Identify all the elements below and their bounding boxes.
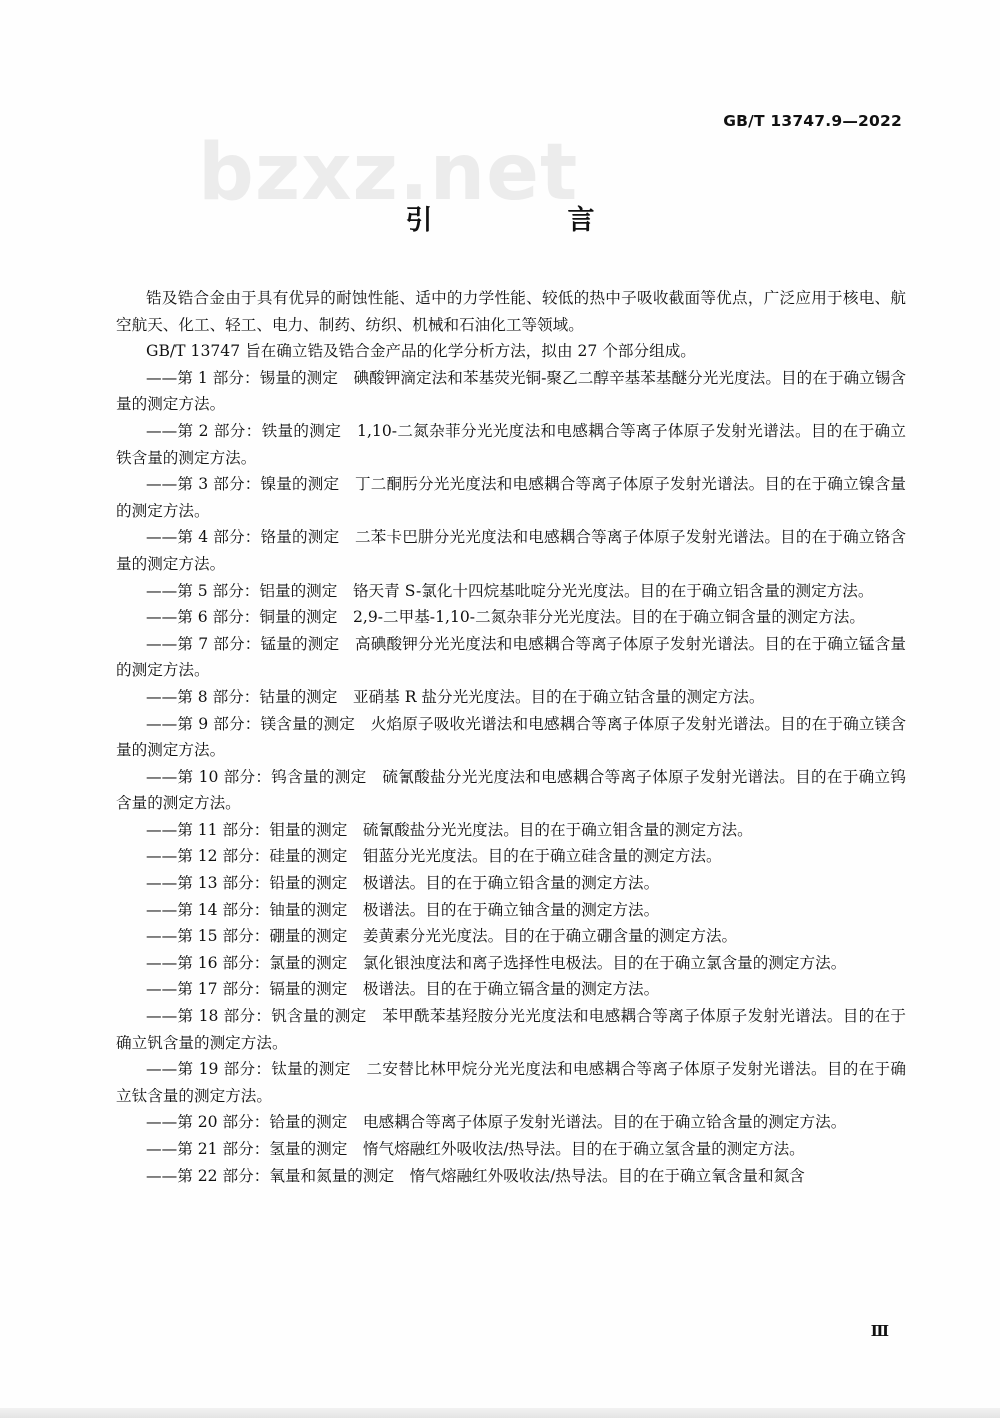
part-list-item: ——第 15 部分：硼量的测定 姜黄素分光光度法。目的在于确立硼含量的测定方法。 — [146, 927, 738, 946]
part-list-item: ——第 22 部分：氧量和氮量的测定 惰气熔融红外吸收法/热导法。目的在于确立氧含量和氮含 — [146, 1166, 805, 1185]
part-list-item: ——第 11 部分：钼量的测定 硫氰酸盐分光光度法。目的在于确立钼含量的测定方法。 — [146, 820, 753, 839]
watermark-logo: bzxz.net — [198, 128, 579, 218]
part-list-item: ——第 2 部分：铁量的测定 1,10-二氮杂菲分光光度法和电感耦合等离子体原子发射光谱法。目的在于确立铁含量的测定方法。 — [116, 421, 906, 467]
part-list-item: ——第 9 部分：镁含量的测定 火焰原子吸收光谱法和电感耦合等离子体原子发射光谱法。目的在于确立镁含量的测定方法。 — [116, 714, 906, 760]
part-list-item: ——第 3 部分：镍量的测定 丁二酮肟分光光度法和电感耦合等离子体原子发射光谱法。目的在于确立镍含量的测定方法。 — [116, 475, 906, 520]
section-heading: 引 言 — [405, 205, 649, 236]
part-list-item: ——第 20 部分：铪量的测定 电感耦合等离子体原子发射光谱法。目的在于确立铪含量的测定方法。 — [146, 1113, 847, 1132]
part-list-item: ——第 12 部分：硅量的测定 钼蓝分光光度法。目的在于确立硅含量的测定方法。 — [146, 847, 722, 866]
part-list-item: ——第 16 部分：氯量的测定 氯化银浊度法和离子选择性电极法。目的在于确立氯含量的测定方法。 — [146, 953, 847, 972]
part-list-item: ——第 10 部分：钨含量的测定 硫氰酸盐分光光度法和电感耦合等离子体原子发射光谱法。目的在于确立钨含量的测定方法。 — [116, 767, 906, 813]
body-text — [116, 285, 906, 1189]
part-list-item: ——第 17 部分：镉量的测定 极谱法。目的在于确立镉含量的测定方法。 — [146, 980, 660, 999]
standard-number: GB/T 13747.9—2022 — [723, 112, 902, 130]
part-list-item: ——第 4 部分：铬量的测定 二苯卡巴肼分光光度法和电感耦合等离子体原子发射光谱法。目的在于确立铬含量的测定方法。 — [116, 528, 906, 573]
part-list-item: ——第 1 部分：锡量的测定 碘酸钾滴定法和苯基荧光铜-聚乙二醇辛基苯基醚分光光度法。目的在于确立锡含量的测定方法。 — [116, 368, 906, 414]
scope-paragraph: GB/T 13747 旨在确立锆及锆合金产品的化学分析方法，拟由 27 个部分组成。 — [146, 342, 696, 361]
part-list-item: ——第 8 部分：钴量的测定 亚硝基 R 盐分光光度法。目的在于确立钴含量的测定方法。 — [146, 687, 765, 706]
part-list-item: ——第 5 部分：铝量的测定 铬天青 S-氯化十四烷基吡啶分光光度法。目的在于确立铝含量的测定方法。 — [146, 581, 874, 600]
part-list-item: ——第 18 部分：钒含量的测定 苯甲酰苯基羟胺分光光度法和电感耦合等离子体原子发射光谱法。目的在于确立钒含量的测定方法。 — [116, 1007, 906, 1052]
part-list-item: ——第 21 部分：氢量的测定 惰气熔融红外吸收法/热导法。目的在于确立氢含量的测定方法。 — [146, 1140, 805, 1158]
part-list-item: ——第 6 部分：铜量的测定 2,9-二甲基-1,10-二氮杂菲分光光度法。目的在于确立铜含量的测定方法。 — [146, 608, 865, 627]
part-list-item: ——第 13 部分：铅量的测定 极谱法。目的在于确立铅含量的测定方法。 — [146, 874, 660, 893]
part-list-item: ——第 19 部分：钛量的测定 二安替比林甲烷分光光度法和电感耦合等离子体原子发射光谱法。目的在于确立钛含量的测定方法。 — [116, 1060, 906, 1105]
intro-paragraph: 锆及锆合金由于具有优异的耐蚀性能、适中的力学性能、较低的热中子吸收截面等优点，广泛应用于核电、航空航天、化工、轻工、电力、制药、纺织、机械和石油化工等领域。 — [116, 289, 906, 334]
page-number: Ⅲ — [870, 1322, 888, 1340]
part-list-item: ——第 7 部分：锰量的测定 高碘酸钾分光光度法和电感耦合等离子体原子发射光谱法。目的在于确立锰含量的测定方法。 — [116, 634, 906, 680]
page-bottom-edge — [0, 1408, 1000, 1418]
part-list-item: ——第 14 部分：铀量的测定 极谱法。目的在于确立铀含量的测定方法。 — [146, 900, 660, 919]
